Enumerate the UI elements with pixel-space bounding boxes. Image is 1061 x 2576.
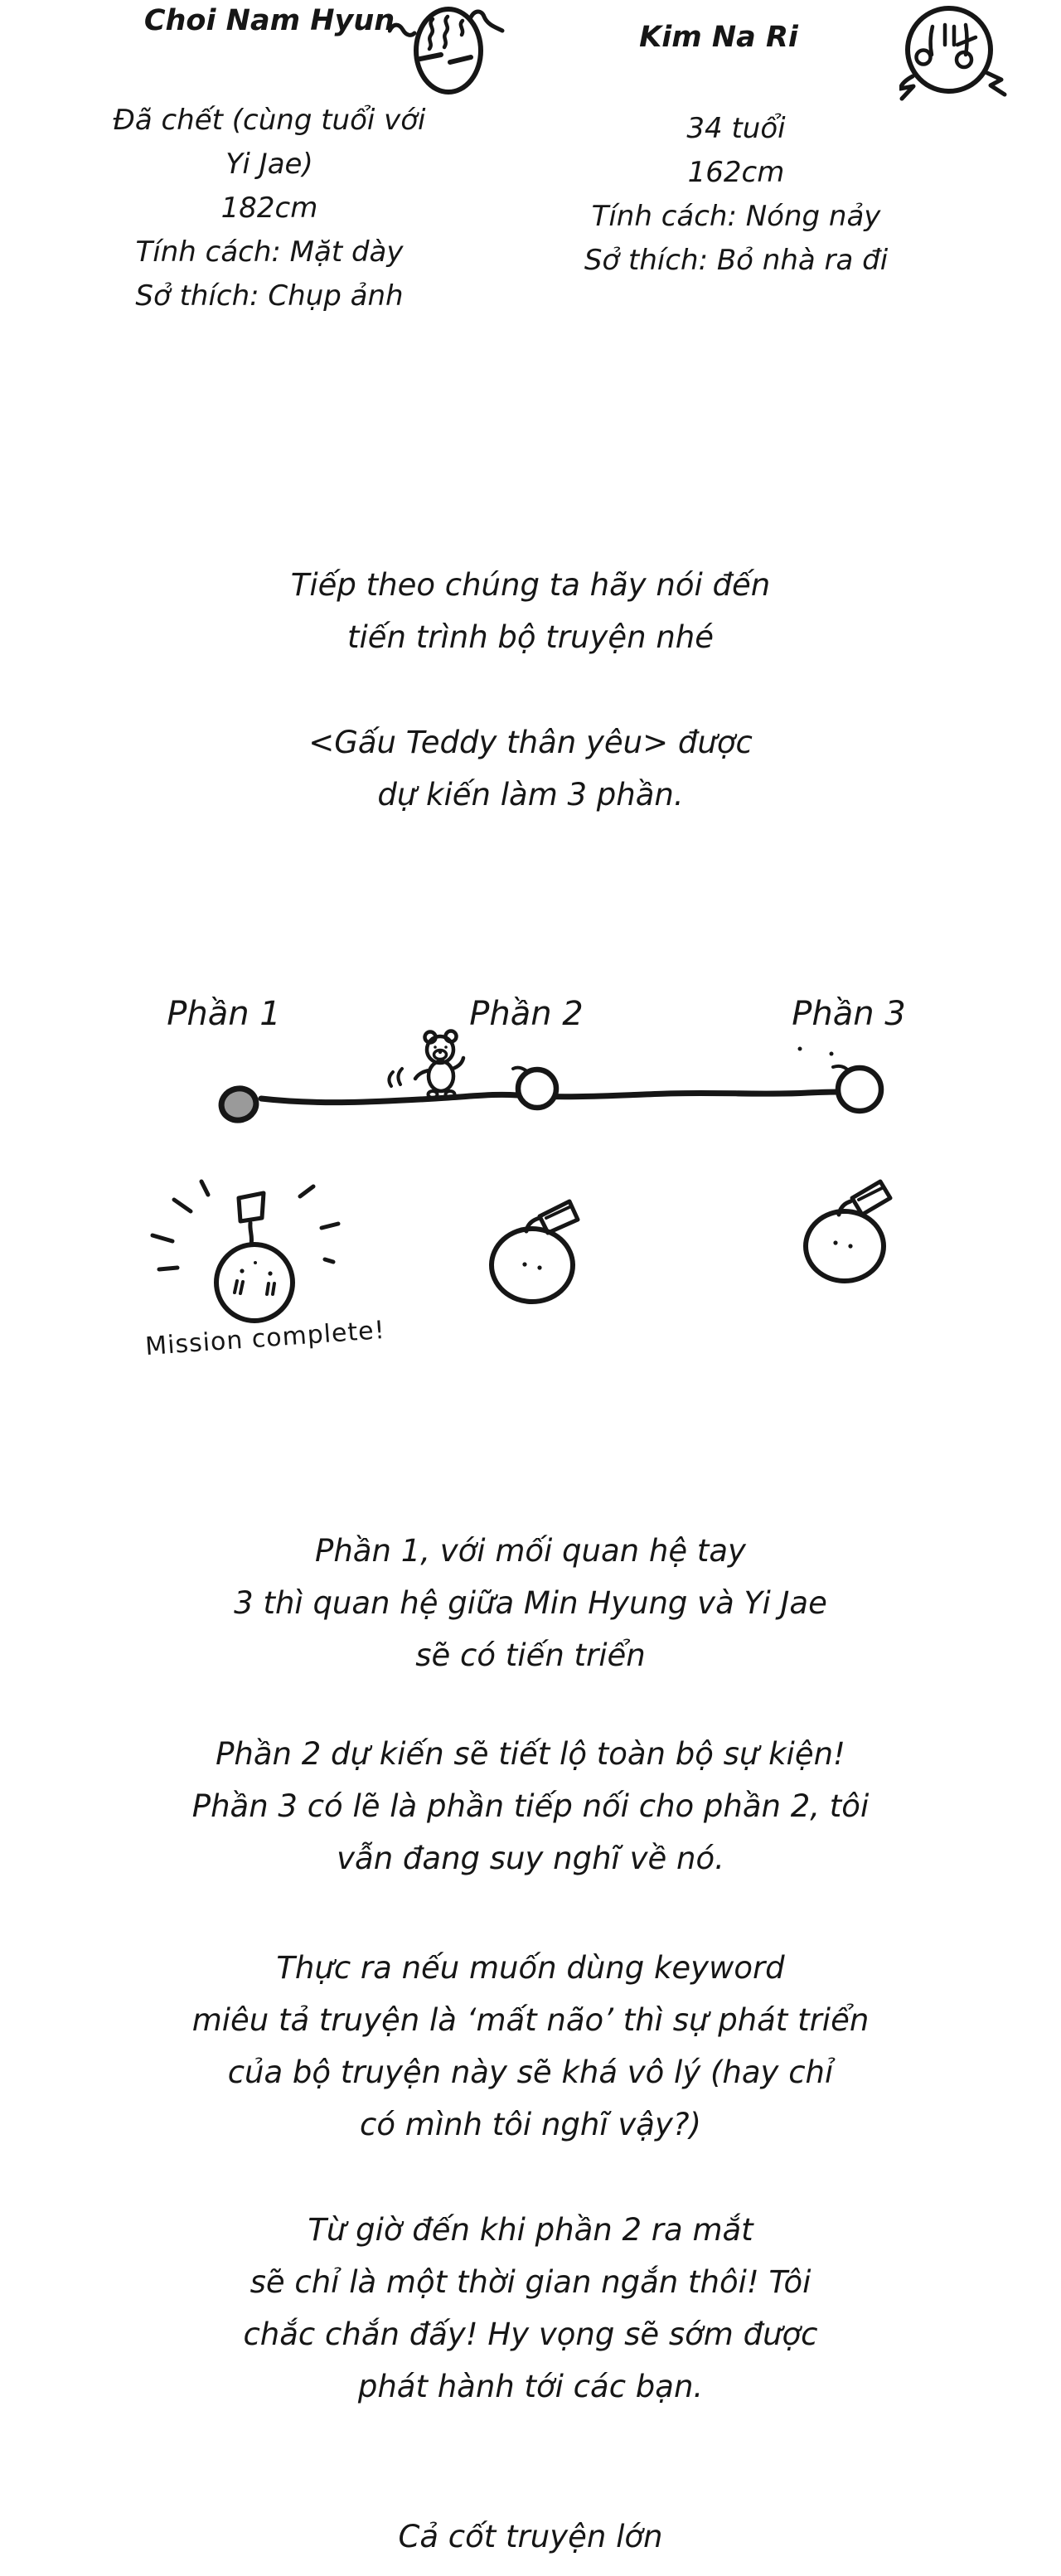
paragraph-release [0,2204,1061,2413]
paragraph-line: Phần 2 dự kiến sẽ tiết lộ toàn bộ sự kiện! [216,1736,845,1772]
character-detail-line: 162cm [687,156,785,189]
character-details-right [529,107,943,283]
paragraph-keyword [0,1942,1061,2151]
character-detail-line: Sở thích: Bỏ nhà ra đi [584,244,889,277]
paragraph-plot [0,2511,1061,2563]
character-profile-right [524,17,913,58]
character-name: Choi Nam Hyun [143,4,395,37]
timeline-label-part-1: Phần 1 [167,995,281,1033]
paragraph-line: Cả cốt truyện lớn [398,2519,663,2554]
dead-face-icon [388,4,506,99]
intro-paragraph-1 [0,559,1061,663]
paragraph-line: phát hành tới các bạn. [357,2369,704,2404]
part3-node-icon [838,1068,881,1111]
start-node-icon [218,1084,259,1123]
bomb-part3-icon [787,1148,920,1293]
character-details-left [0,99,539,318]
part2-node-icon [518,1070,556,1108]
paragraph-part2-part3 [0,1728,1061,1885]
character-detail-line: Tính cách: Mặt dày [135,235,404,269]
paragraph-line: chắc chắn đấy! Hy vọng sẽ sớm được [243,2316,818,2352]
paragraph-line: Từ giờ đến khi phần 2 ra mắt [308,2212,753,2248]
character-detail-line: Yi Jae) [225,148,313,181]
paragraph-line: Phần 3 có lẽ là phần tiếp nối cho phần 2, tôi [191,1788,870,1824]
paragraph-line: dự kiến làm 3 phần. [377,777,684,813]
angry-face-icon [899,2,1044,114]
paragraph-line: sẽ chỉ là một thời gian ngắn thôi! Tôi [250,2264,811,2300]
bomb-part2-icon [477,1165,597,1310]
paragraph-line: sẽ có tiến triển [415,1637,646,1673]
character-detail-line: Sở thích: Chụp ảnh [135,279,404,313]
character-name: Kim Na Ri [639,21,798,54]
character-detail-line: Tính cách: Nóng nảy [591,200,881,233]
paragraph-line: Phần 1, với mối quan hệ tay [315,1533,746,1569]
paragraph-line: Tiếp theo chúng ta hãy nói đến [290,567,771,603]
character-detail-line: 34 tuổi [686,112,786,145]
paragraph-line: tiến trình bộ truyện nhé [346,619,714,655]
timeline-label-part-3: Phần 3 [792,995,906,1033]
intro-paragraph-2 [0,716,1061,821]
paragraph-part1 [0,1525,1061,1681]
paragraph-line: Thực ra nếu muốn dùng keyword [276,1950,785,1986]
timeline-label-part-2: Phần 2 [469,995,584,1033]
timeline-drawing [145,1024,933,1148]
teddy-bear-icon [389,1031,463,1099]
paragraph-line: miêu tả truyện là ‘mất não’ thì sự phát triển [191,2002,870,2038]
character-detail-line: Đã chết (cùng tuổi với [113,104,426,137]
paragraph-line: <Gấu Teddy thân yêu> được [308,725,753,760]
effort-marks [235,1281,274,1294]
paragraph-line: vẫn đang suy nghĩ về nó. [337,1841,724,1876]
character-detail-line: 182cm [220,192,318,225]
flag-icon [239,1193,264,1244]
paragraph-line: có mình tôi nghĩ vậy?) [360,2107,701,2142]
paragraph-line: của bộ truyện này sẽ khá vô lý (hay chỉ [227,2054,834,2090]
mission-complete-note: Mission complete! [144,1315,386,1362]
paragraph-line: 3 thì quan hệ giữa Min Hyung và Yi Jae [234,1585,827,1621]
